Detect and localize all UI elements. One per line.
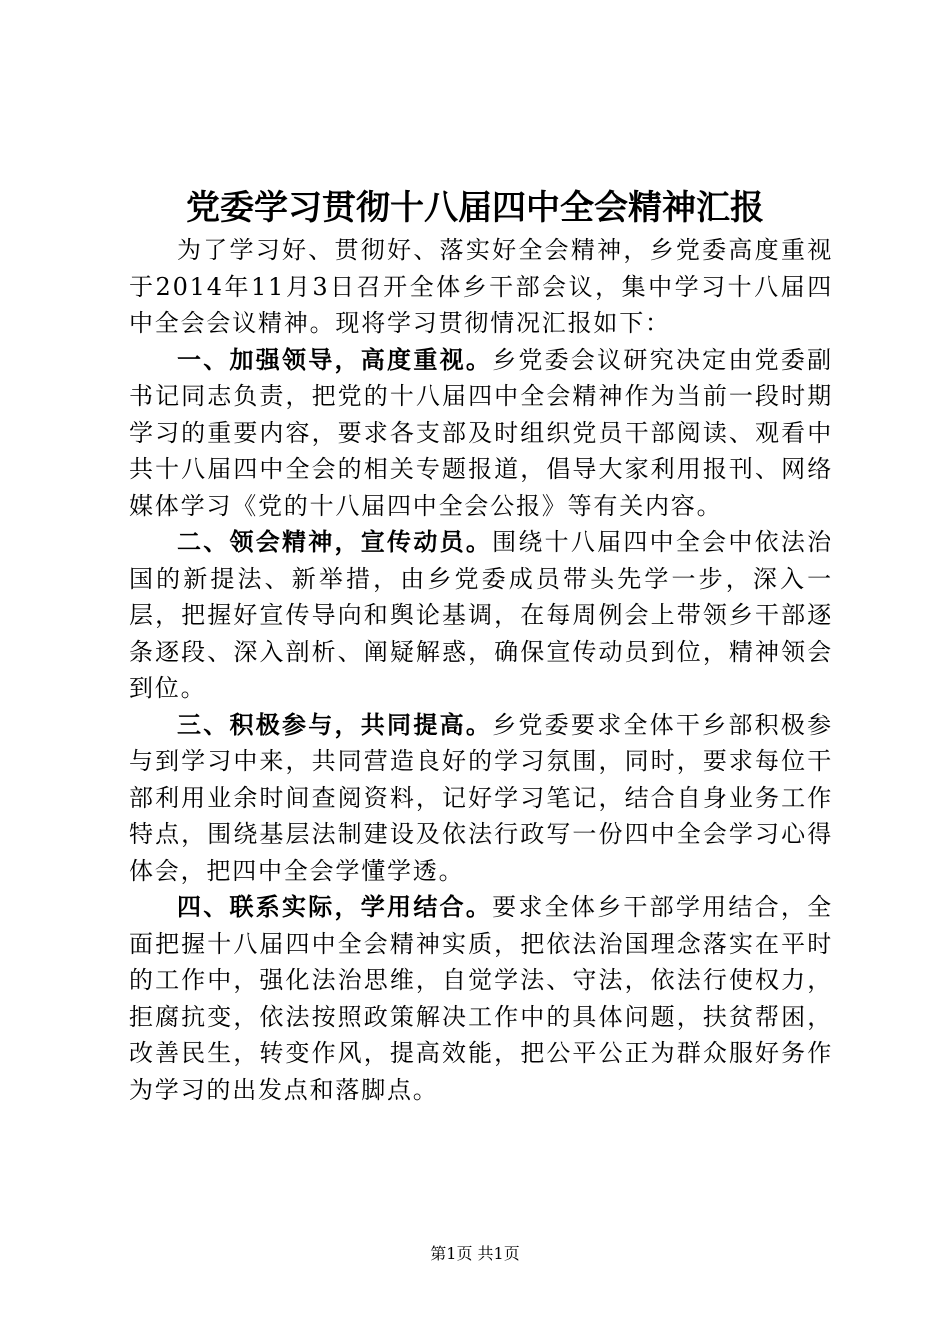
section-text-2: 围绕十八届四中全会中依法治国的新提法、新举措，由乡党委成员带头先学一步，深入一层，把握好宣传导向和舆论基调，在每周例会上带领乡干部逐条逐段、深入剖析、阐疑解惑，确保宣传动员到位，精神领会到位。 [129, 528, 833, 702]
section-heading-4: 四、联系实际，学用结合。 [177, 892, 493, 921]
intro-paragraph: 为了学习好、贯彻好、落实好全会精神，乡党委高度重视于2014年11月3日召开全体乡干部会议，集中学习十八届四中全会会议精神。现将学习贯彻情况汇报如下： [129, 236, 833, 337]
section-text-1: 乡党委会议研究决定由党委副书记同志负责，把党的十八届四中全会精神作为当前一段时期学习的重要内容，要求各支部及时组织党员干部阅读、观看中共十八届四中全会的相关专题报道，倡导大家利用报刊、网络媒体学习《党的十八届四中全会公报》等有关内容。 [129, 345, 833, 520]
section-heading-2: 二、领会精神，宣传动员。 [177, 527, 493, 556]
section-text-4: 要求全体乡干部学用结合，全面把握十八届四中全会精神实质，把依法治国理念落实在平时的工作中，强化法治思维，自觉学法、守法，依法行使权力，拒腐抗变，依法按照政策解决工作中的具体问题，扶贫帮困，改善民生，转变作风，提高效能，把公平公正为群众服好务作为学习的出发点和落脚点。 [129, 893, 833, 1104]
document-title: 党委学习贯彻十八届四中全会精神汇报 [186, 188, 764, 228]
section-heading-1: 一、加强领导，高度重视。 [177, 344, 493, 374]
document-body [129, 232, 833, 1108]
section-text-3: 乡党委要求全体干乡部积极参与到学习中来，共同营造良好的学习氛围，同时，要求每位干部利用业余时间查阅资料，记好学习笔记，结合自身业务工作特点，围绕基层法制建设及依法行政写一份四中全会学习心得体会，把四中全会学懂学透。 [129, 710, 833, 885]
section-heading-3: 三、积极参与，共同提高。 [177, 709, 493, 739]
section-paragraph-2 [129, 524, 833, 707]
section-paragraph-3 [129, 707, 833, 890]
page-number-footer: 第1页 共1页 [430, 1244, 520, 1263]
section-paragraph-1 [129, 342, 833, 525]
section-paragraph-4 [129, 889, 833, 1108]
